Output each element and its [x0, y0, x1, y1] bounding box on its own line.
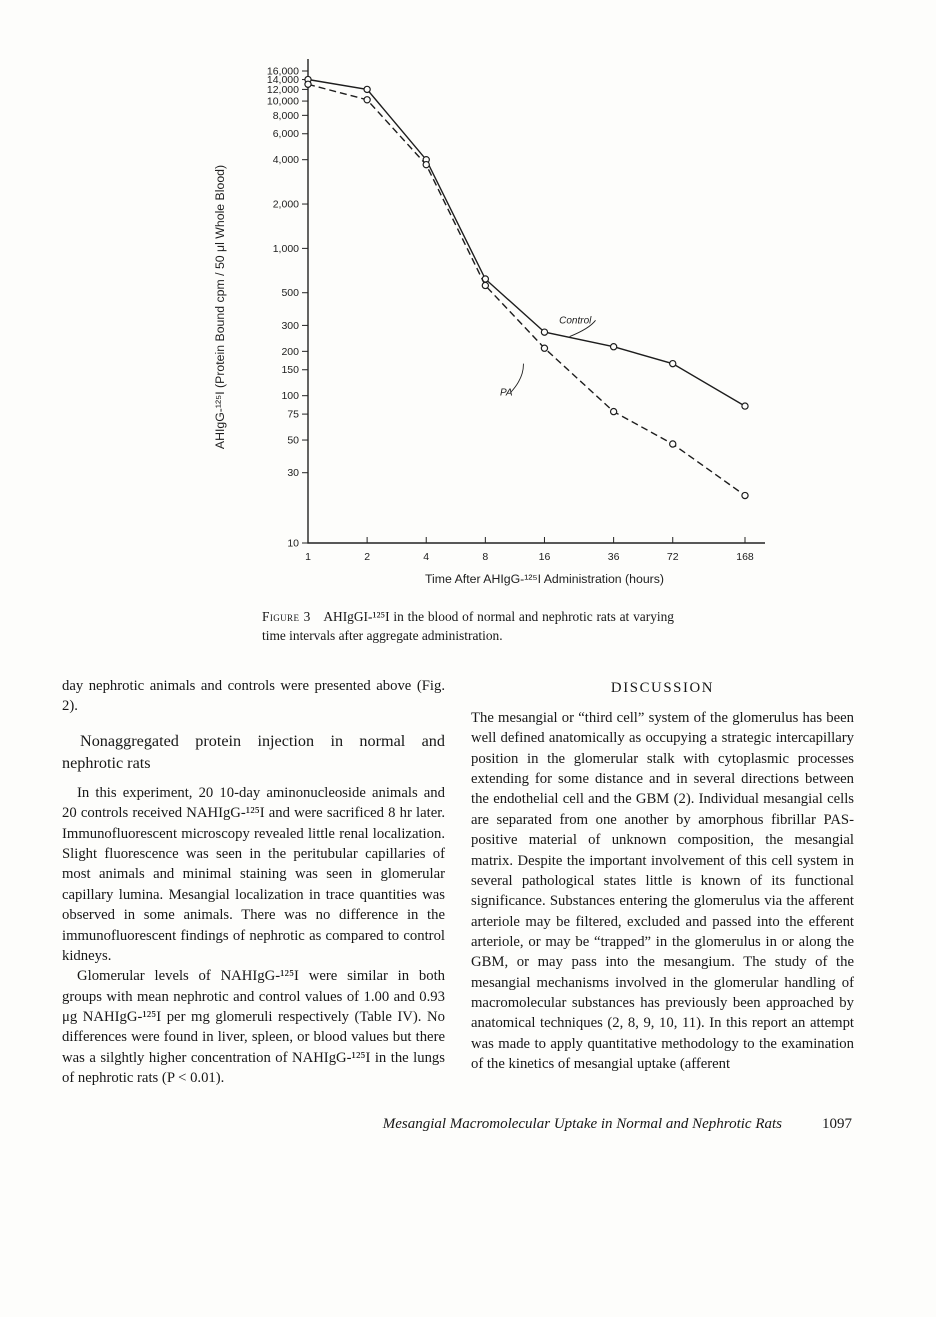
svg-text:72: 72	[666, 551, 679, 563]
svg-text:14,000: 14,000	[266, 74, 299, 87]
svg-text:30: 30	[287, 467, 299, 480]
page-number: 1097	[822, 1116, 852, 1133]
journal-page	[0, 56, 936, 1317]
svg-text:8: 8	[482, 551, 489, 563]
svg-text:75: 75	[287, 408, 299, 421]
svg-text:168: 168	[736, 551, 754, 563]
figure-caption-label: Figure 3	[262, 609, 311, 624]
svg-text:AHIgG-¹²⁵I (Protein Bound cpm: AHIgG-¹²⁵I (Protein Bound cpm / 50 μl Whole Blood)	[213, 164, 227, 450]
svg-text:150: 150	[281, 364, 299, 377]
figure-3-line-chart	[200, 56, 936, 596]
svg-text:100: 100	[281, 390, 299, 403]
svg-text:8,000: 8,000	[272, 109, 299, 122]
svg-text:Time After AHIgG-¹²⁵I Administ: Time After AHIgG-¹²⁵I Administration (hours)	[424, 572, 665, 586]
svg-text:12,000: 12,000	[266, 83, 299, 96]
svg-text:PA: PA	[500, 387, 513, 399]
svg-text:50: 50	[287, 434, 299, 447]
section-heading-nonaggregated: Nonaggregated protein injection in normal and nephrotic rats	[62, 732, 445, 772]
svg-text:4,000: 4,000	[272, 154, 299, 167]
svg-text:36: 36	[607, 551, 620, 563]
running-title: Mesangial Macromolecular Uptake in Normal and Nephrotic Rats	[382, 1116, 782, 1133]
svg-text:Control: Control	[559, 315, 592, 327]
figure-caption-text: AHIgGI-¹²⁵I in the blood of normal and nephrotic rats at varying time intervals after aggregate administration.	[262, 609, 675, 643]
svg-text:300: 300	[281, 319, 299, 332]
page-footer	[0, 1116, 852, 1133]
svg-text:500: 500	[281, 287, 299, 300]
svg-text:1,000: 1,000	[272, 242, 299, 255]
discussion-para: The mesangial or “third cell” system of the glomerulus has been well defined anatomically as occupying a strategic intercapillary position in the glomerular stalk with cytoplasmic processes extending for some distance and in several directions between the endothelial cell and the GBM (2). Individual mesangial cells are separated from one another by amorphous fibrillar PAS-positive material of unknown composition, the mesangial matrix. Despite the important involvement of this cell system in several pathological states little is known of its functional significance. Substances entering the glomerulus via the afferent arteriole may be filtered, excluded and passed into the efferent arteriole, or may be “trapped” in the glomerulus in or along the GBM, or may pass into the mesangium. The study of the mesangial mechanisms involved in the glomerular handling of macromolecular substances has previously been approached by anatomical techniques (2, 8, 9, 10, 11). In this report an attempt was made to apply quantitative methodology to the examination of the kinetics of mesangial uptake (afferent	[471, 710, 854, 1073]
two-column-body	[62, 676, 854, 1089]
left-para-experiment: In this experiment, 20 10-day aminonucleoside animals and 20 controls received NAHIgG-¹²⁵I and were sacrificed 8 hr later. Immunofluorescent microscopy revealed little renal localization. Slight fluorescence was seen in the peritubular capillaries of most animals and minimal staining was seen in glomerular capillary lumina. Mesangial localization in trace quantities was observed in some animals. There was no difference in the immunofluorescent findings of nephrotic as compared to control kidneys.	[62, 785, 445, 964]
right-column	[471, 676, 854, 1089]
svg-text:16,000: 16,000	[266, 65, 299, 78]
svg-text:2: 2	[364, 551, 371, 563]
left-para-continuation: day nephrotic animals and controls were presented above (Fig. 2).	[62, 677, 445, 714]
svg-text:6,000: 6,000	[272, 128, 299, 141]
section-heading-discussion: DISCUSSION	[610, 679, 715, 696]
svg-text:2,000: 2,000	[272, 198, 299, 211]
left-column	[62, 676, 445, 1089]
left-para-glomerular: Glomerular levels of NAHIgG-¹²⁵I were similar in both groups with mean nephrotic and control values of 1.00 and 0.93 μg NAHIgG-¹²⁵I per mg glomeruli respectively (Table IV). No differences were found in liver, spleen, or blood values but there was a silghtly higher concentration of NAHIgG-¹²⁵I in the lungs of nephrotic rats (P < 0.01).	[62, 968, 445, 1087]
svg-text:16: 16	[538, 551, 551, 563]
figure-3-caption	[262, 608, 674, 646]
svg-text:1: 1	[305, 551, 311, 563]
svg-text:200: 200	[281, 345, 299, 358]
figure-3	[0, 56, 936, 646]
svg-text:10: 10	[287, 537, 299, 550]
svg-text:10,000: 10,000	[266, 95, 299, 108]
svg-text:4: 4	[423, 551, 430, 563]
